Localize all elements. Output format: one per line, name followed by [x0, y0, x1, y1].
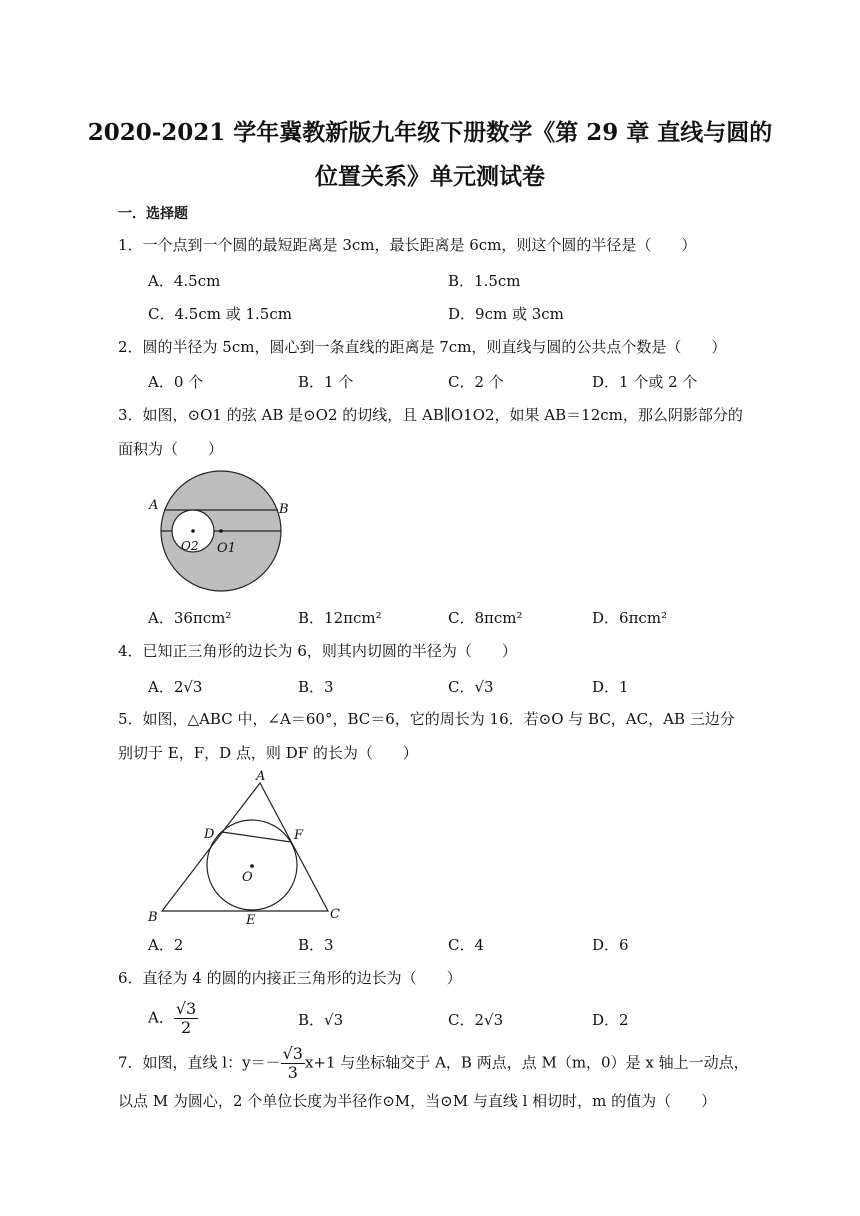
- q2-option-d[interactable]: D．1 个或 2 个: [592, 373, 698, 391]
- label-c: C: [330, 907, 340, 922]
- q5-option-d[interactable]: D．6: [592, 936, 629, 954]
- question-4: 4．已知正三角形的边长为 6，则其内切圆的半径为（ ）: [118, 642, 517, 660]
- q4-option-c[interactable]: C．√3: [448, 678, 494, 696]
- question-3-line-2: 面积为（ ）: [118, 440, 224, 458]
- label-b: B: [148, 910, 158, 925]
- fraction-denominator: 2: [180, 1018, 192, 1037]
- question-5-line-1: 5．如图，△ABC 中，∠A＝60°，BC＝6，它的周长为 16．若⊙O 与 BC，AC，AB 三边分: [118, 710, 735, 728]
- q4-option-a[interactable]: A．2√3: [148, 678, 203, 696]
- question-2: 2．圆的半径为 5cm，圆心到一条直线的距离是 7cm，则直线与圆的公共点个数是（ ）: [118, 338, 727, 356]
- q2-option-a[interactable]: A．0 个: [148, 373, 204, 391]
- point-o: [250, 864, 254, 868]
- q3-option-d[interactable]: D．6πcm²: [592, 609, 668, 627]
- point-o2: [191, 529, 195, 533]
- q2-option-b[interactable]: B．1 个: [298, 373, 354, 391]
- title-line-1: 2020-2021 学年冀教新版九年级下册数学《第 29 章 直线与圆的: [87, 119, 773, 146]
- label-o1: O1: [217, 541, 236, 556]
- q1-option-a[interactable]: A．4.5cm: [148, 272, 221, 290]
- q7-fraction: [281, 1045, 305, 1082]
- fraction-numerator: √3: [282, 1044, 303, 1063]
- question-1: 1．一个点到一个圆的最短距离是 3cm，最长距离是 6cm，则这个圆的半径是（ ）: [118, 236, 697, 254]
- q6-option-d[interactable]: D．2: [592, 1011, 629, 1029]
- q4-option-b[interactable]: B．3: [298, 678, 334, 696]
- q6-option-b[interactable]: B．√3: [298, 1011, 344, 1029]
- question-6: 6．直径为 4 的圆的内接正三角形的边长为（ ）: [118, 969, 462, 987]
- label-o2: O2: [181, 539, 199, 553]
- question-3-line-1: 3．如图，⊙O1 的弦 AB 是⊙O2 的切线，且 AB∥O1O2，如果 AB＝12cm，那么阴影部分的: [118, 406, 743, 424]
- label-a: A: [149, 498, 159, 513]
- label-a: A: [256, 769, 266, 784]
- point-o1: [219, 529, 223, 533]
- triangle-abc: [162, 783, 328, 911]
- q7-text-start: 7．如图，直线 l：y＝－: [118, 1053, 281, 1072]
- q1-option-b[interactable]: B．1.5cm: [448, 272, 521, 290]
- q1-option-c[interactable]: C．4.5cm 或 1.5cm: [148, 305, 292, 323]
- q5-option-c[interactable]: C．4: [448, 936, 485, 954]
- q5-option-a[interactable]: A．2: [148, 936, 184, 954]
- q1-option-d[interactable]: D．9cm 或 3cm: [448, 305, 564, 323]
- title-line-2: 位置关系》单元测试卷: [315, 163, 545, 190]
- q3-option-c[interactable]: C．8πcm²: [448, 609, 523, 627]
- question-7-line-2: 以点 M 为圆心，2 个单位长度为半径作⊙M，当⊙M 与直线 l 相切时，m 的值为（ ）: [118, 1092, 717, 1110]
- q2-option-c[interactable]: C．2 个: [448, 373, 504, 391]
- q6-option-a-fraction: [174, 1000, 198, 1037]
- q7-text-end: x+1 与坐标轴交于 A，B 两点，点 M（m，0）是 x 轴上一动点，: [304, 1053, 749, 1072]
- question-5-line-2: 别切于 E，F，D 点，则 DF 的长为（ ）: [118, 744, 418, 762]
- q5-option-b[interactable]: B．3: [298, 936, 334, 954]
- label-o: O: [242, 870, 253, 885]
- q4-option-d[interactable]: D．1: [592, 678, 629, 696]
- q6-option-a[interactable]: [148, 1000, 198, 1037]
- label-d: D: [204, 827, 215, 842]
- q3-option-b[interactable]: B．12πcm²: [298, 609, 382, 627]
- fraction-numerator: √3: [175, 999, 197, 1018]
- q3-option-a[interactable]: A．36πcm²: [148, 609, 232, 627]
- question-7-line-1: [118, 1045, 749, 1082]
- section-heading: 一．选择题: [118, 206, 188, 222]
- q6-option-c[interactable]: C．2√3: [448, 1011, 504, 1029]
- label-b: B: [279, 502, 289, 517]
- fraction-denominator: 3: [287, 1063, 298, 1082]
- q6-option-a-prefix: A．: [148, 1008, 174, 1027]
- segment-df: [222, 832, 291, 842]
- label-e: E: [246, 913, 256, 925]
- label-f: F: [294, 828, 304, 843]
- q5-figure: [144, 765, 344, 925]
- q3-figure: [145, 470, 295, 595]
